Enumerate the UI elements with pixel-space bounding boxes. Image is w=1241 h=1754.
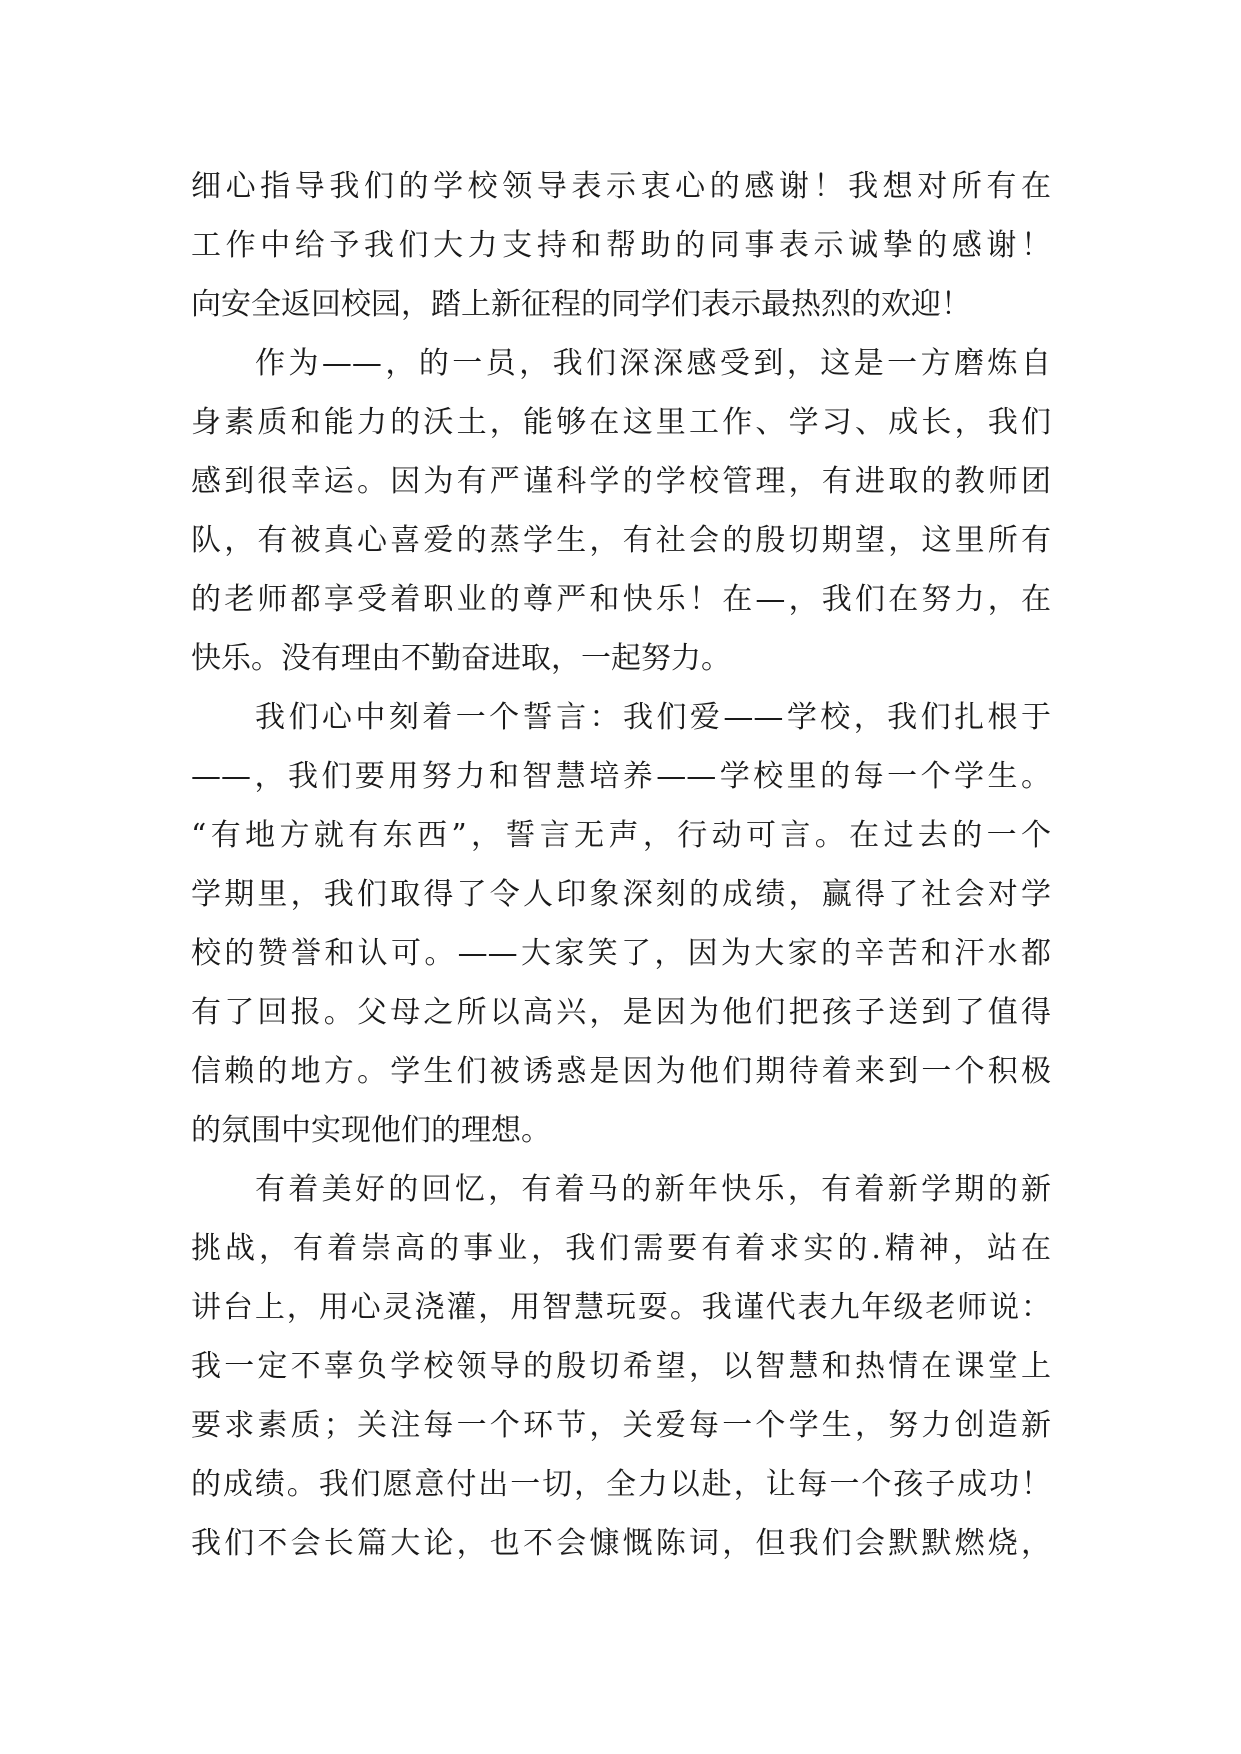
text-line: 作为——，的一员，我们深深感受到，这是一方磨炼自 — [255, 346, 1051, 381]
text-line: 我一定不辜负学校领导的殷切希望，以智慧和热情在课堂上 — [191, 1349, 1051, 1384]
text-line: 信赖的地方。学生们被诱惑是因为他们期待着来到一个积极 — [191, 1054, 1051, 1089]
text-line: 的成绩。我们愿意付出一切，全力以赴，让每一个孩子成功！ — [191, 1467, 1051, 1502]
text-line: 感到很幸运。因为有严谨科学的学校管理，有进取的教师团 — [191, 464, 1051, 499]
text-line: 我们不会长篇大论，也不会慷慨陈词，但我们会默默燃烧， — [191, 1526, 1051, 1561]
text-line: 工作中给予我们大力支持和帮助的同事表示诚挚的感谢！ — [191, 228, 1051, 263]
text-line: ——，我们要用努力和智慧培养——学校里的每一个学生。 — [191, 759, 1051, 794]
text-line: 有了回报。父母之所以高兴，是因为他们把孩子送到了值得 — [191, 995, 1051, 1030]
text-line: 向安全返回校园，踏上新征程的同学们表示最热烈的欢迎！ — [191, 287, 971, 322]
text-line: 我们心中刻着一个誓言：我们爱——学校，我们扎根于 — [255, 700, 1051, 735]
text-line: 有着美好的回忆，有着马的新年快乐，有着新学期的新 — [255, 1172, 1051, 1207]
text-line: 快乐。没有理由不勤奋进取，一起努力。 — [191, 641, 731, 676]
body-text — [191, 157, 1051, 1573]
text-line: 的老师都享受着职业的尊严和快乐！在—，我们在努力，在 — [191, 582, 1051, 617]
text-line: 校的赞誉和认可。——大家笑了，因为大家的辛苦和汗水都 — [191, 936, 1051, 971]
text-line: 细心指导我们的学校领导表示衷心的感谢！我想对所有在 — [191, 169, 1051, 204]
text-line: 讲台上，用心灵浇灌，用智慧玩耍。我谨代表九年级老师说： — [191, 1290, 1051, 1325]
text-line: 队，有被真心喜爱的蒸学生，有社会的殷切期望，这里所有 — [191, 523, 1051, 558]
text-line: 身素质和能力的沃土，能够在这里工作、学习、成长，我们 — [191, 405, 1051, 440]
text-line: 挑战，有着崇高的事业，我们需要有着求实的.精神，站在 — [191, 1231, 1051, 1266]
text-line: 学期里，我们取得了令人印象深刻的成绩，赢得了社会对学 — [191, 877, 1051, 912]
text-line: 要求素质；关注每一个环节，关爱每一个学生，努力创造新 — [191, 1408, 1051, 1443]
text-line: “有地方就有东西”，誓言无声，行动可言。在过去的一个 — [191, 818, 1051, 853]
text-line: 的氛围中实现他们的理想。 — [191, 1113, 551, 1148]
